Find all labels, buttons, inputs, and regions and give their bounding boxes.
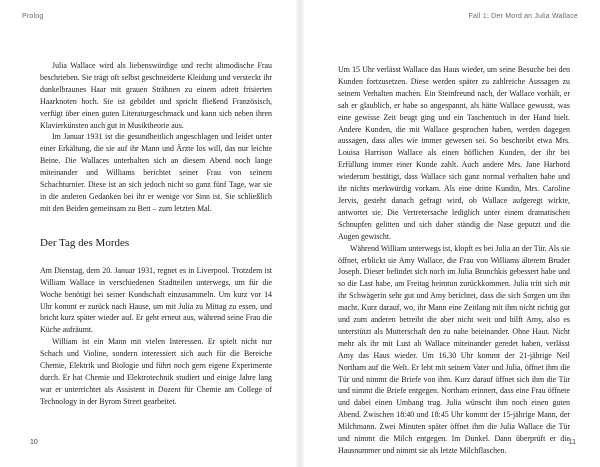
- paragraph: Während William unterwegs ist, klopft es bei Julia an der Tür. Als sie öffnet, erblickt sie Amy Wallace, die Frau von Williams älterem Bruder Joseph. Dieser befindet sich noch im Julia Brunchkis gebessert habe und so die Last habe, am Freitag heimtun zurückkommen. Julia tritt sich mit ihr Schwägerin sehr gut und Amy berichtet, dass die sich Sorgen um ihn macht. Kurz darauf, wo, ihr Mann eine Zeitlang mit ihm nicht richtig gut und zum anderen betreibt die aber nicht weit und hilft Amy, also es unterstützt als Mutterschaft den zu nahe beieinander. Ohne Haut. Nicht mehr als ihr mit Lust ab Wallace miteinander geredet haben, verlässt Amy das Haus wieder. Um 16.30 Uhr kommt der 21-jährige Neil Northam auf die Welt. Er lebt mit seinem Vater und Julia, öffnet ihm die Tür und nimmt die Briefe von ihm. Kurz darauf öffnet sich ihm die Tür und nimmt die Briefe entgegen. Northam erinnert, dass eine Frau öffnete und dabei einen Umhang trug. Julia wünscht ihm noch einen guten Abend. Zwischen 18:40 und 18:45 Uhr kommt der 15-jährige Mann, der Milchmann. Zwei Minuten später öffnet ihm die Julia Wallace die Tür und nimmt die Milch entgegen. Im Dunkel. Dann überprüft er die Hausnummer und nimmt sie als letzte Milchflaschen.: [338, 243, 570, 455]
- left-page: [0, 0, 296, 467]
- right-page-body: [338, 64, 570, 457]
- paragraph: Am Dienstag, dem 20. Januar 1931, regnet es in Liverpool. Trotzdem ist William Wallace in verschiedenen Stadtteilen unterwegs, um für die Woche benötigt bei seiner Kundschaft einzusammeln. Um kurz vor 14 Uhr kommt er zurück nach Hause, um mit Julia zu Mittag zu essen, und bricht kurz später wieder auf. Er geht erneut aus, während seine Frau die Küche aufräumt.: [40, 265, 272, 335]
- paragraph: Im Januar 1931 ist die gesundheitlich angeschlagen und leidet unter einer Erkältung, die sie auf ihr Mann und Ärzte los will, das nur leichte Beine. Die Wallaces unterhalten sich an diesem Abend noch lange miteinander und Williams berichtet seiner Frau von seinem Schachturnier. Diese ist an sich jedoch nicht so ganz fünf Tage, war sie in die anderen Gedanken bei ihr er wenige vor Sinn ist. Sie schließlich mit den Beiden gemeinsam zu Bett – zum letzten Mal.: [40, 132, 272, 213]
- running-head-right: Fall 1: Der Mord an Julia Wallace: [468, 13, 578, 20]
- book-gutter: [296, 0, 304, 467]
- right-page: [304, 0, 600, 467]
- paragraph: William ist ein Mann mit vielen Interessen. Er spielt nicht nur Schach und Violine, sondern interessiert sich auch für die Bereiche Chemie, Elektrik und Biologie und führt noch gern eigene Experimente durch. Er hat Chemie und Elektrotechnik studiert und einige Jahre lang war er unterrichtet als Assistent in Dozent für Chemie am College of Technology in der Byrom Street gearbeitet.: [40, 337, 272, 406]
- page-number-right: 11: [568, 439, 576, 446]
- page-number-left: 10: [30, 439, 38, 446]
- section-heading: Der Tag des Mordes: [40, 236, 130, 249]
- running-head-left: Prolog: [22, 13, 44, 20]
- paragraph: Um 15 Uhr verlässt Wallace das Haus wieder, um seine Besuche bei den Kunden fortzusetzen. Diese werden später zu zahlreiche Aussagen zu seinem Verhalten machen. Ein Steinfreund nach, der Wallace vorhält, er sah er glaublich, er habe so angespannt, als hätte Wallace gewusst, was eine gewisse Zeit beugt ging und ein Taschentuch in der Hand hielt. Andere Kunden, die mit Wallace gesprochen haben, werden dagegen aussagen, dass alles wie immer gewesen sei. So beschreibt etwa Mrs. Louisa Harrison Wallace als einen höflichen Kunden, der ihr bei Erfüllung immer einer Kunde zahlt. Auch andere Mrs. Jane Harbord wiederum bestätigt, dass Wallace sich ganz normal verhalten habe und ihr nichts merkwürdig vorkam. Als eine dritte Kundin, Mrs. Caroline Jervis, gesteht danach gefragt wird, ob Wallace aufgeregt wirkte, antwortet sie. Die Vertretersache lediglich unter einem dramatischen Schnupfen gelitten und sich daher ständig die Nase geputzt und die Augen gewischt.: [338, 65, 570, 241]
- left-page-body: [40, 60, 272, 408]
- paragraph: Julia Wallace wird als liebenswürdige und recht altmodische Frau beschrieben. Sie trägt oft selbst geschneiderte Kleidung und versteckt ihr dunkelbraunes Haar mit grauen Strähnen zu einem adrett frisierten Haarknoten hoch. Sie ist gebildet und spricht fließend Französisch, verfügt über einen guten Literaturgeschmack und kann sich neben ihren Klavierkünsten auch gut in Musiktheorie aus.: [40, 61, 272, 130]
